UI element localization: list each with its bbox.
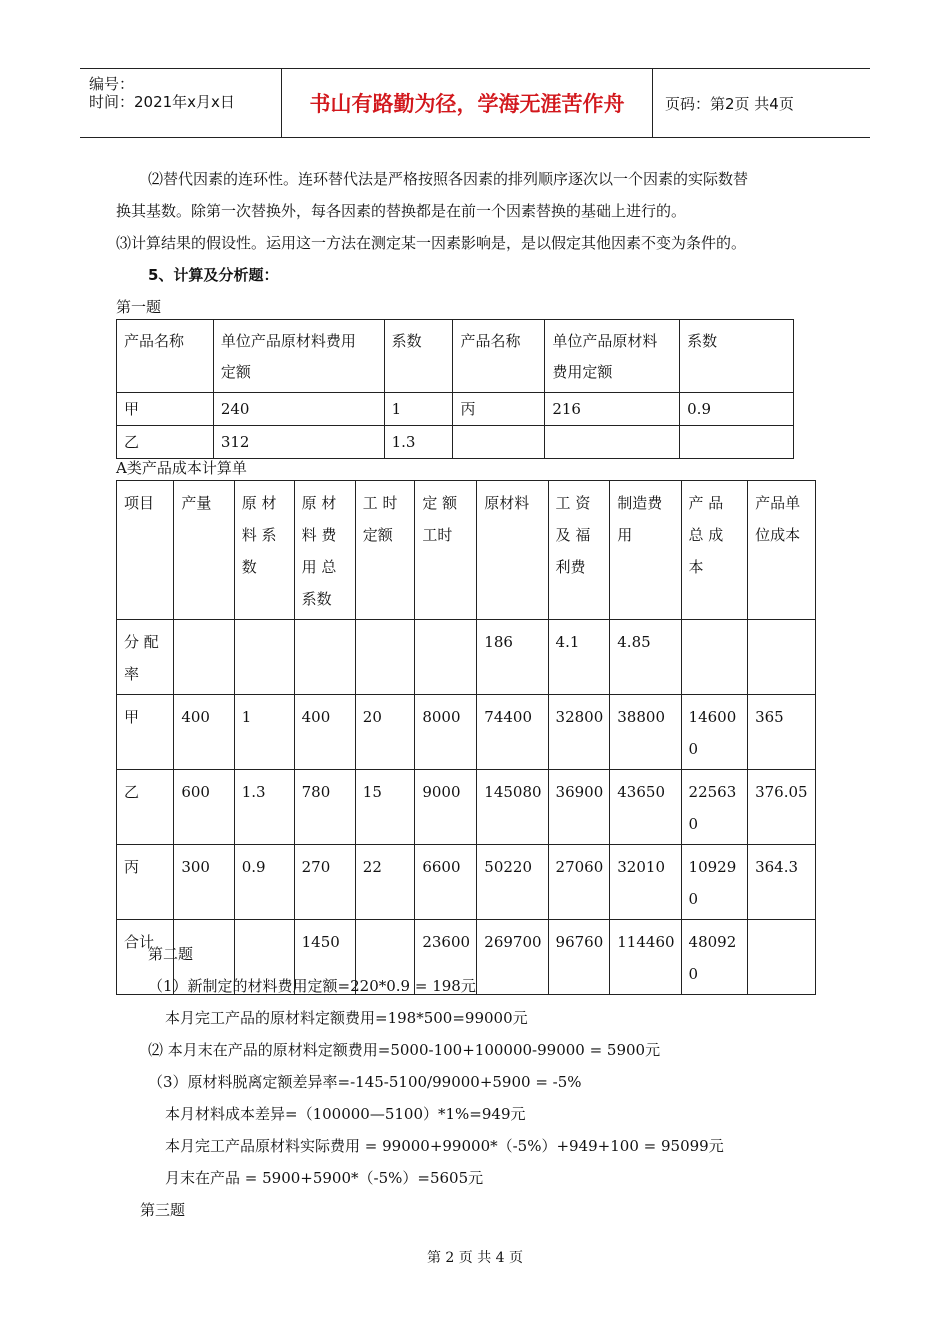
question-3-title: 第三题 [140,1201,186,1219]
table-cell [415,620,477,695]
table-cell: 364.3 [748,845,816,920]
table-cell: 38800 [610,695,681,770]
answer-line: ⑵ 本月末在产品的原材料定额费用=5000-100+100000-99000 = 5900元 [148,1041,661,1059]
answer-line: 本月完工产品原材料实际费用 = 99000+99000*（-5%）+949+100 = 95099元 [165,1137,724,1155]
table-row [117,426,794,459]
table-cell: 74400 [477,695,548,770]
table-cell: 15 [355,770,415,845]
code-label: 编号： [89,75,135,93]
table-cell: 1 [234,695,294,770]
table-cell: 23600 [415,920,477,995]
table-cell [355,620,415,695]
paragraph-line: ⑵替代因素的连环性。连环替代法是严格按照各因素的排列顺序逐次以一个因素的实际数替 [148,170,749,188]
table-cell: 145080 [477,770,548,845]
table-cell: 1 [384,393,453,426]
table-cell: 0.9 [234,845,294,920]
table-cell: 32010 [610,845,681,920]
table-cell: 1.3 [384,426,453,459]
table-header-cell: 定 额 工时 [415,481,477,620]
question-1-title: 第一题 [116,298,162,316]
table-header-cell: 系数 [384,320,453,393]
table-header-cell: 工 时 定额 [355,481,415,620]
table-cell: 300 [174,845,234,920]
table-cell [174,620,234,695]
table-header-cell: 制造费 用 [610,481,681,620]
date-label: 时间：2021年x月x日 [89,93,235,111]
table-cell: 50220 [477,845,548,920]
table-cell: 269700 [477,920,548,995]
section-heading: 5、计算及分析题： [148,266,279,284]
table-cell: 22563 0 [681,770,748,845]
table-header-cell: 原 材 料 系 数 [234,481,294,620]
table-cell: 丙 [117,845,174,920]
table-cell: 乙 [117,426,214,459]
page-number-label: 页码：第2页 共4页 [665,94,794,113]
table-header-cell: 产品名称 [453,320,545,393]
table-header-cell: 产品名称 [117,320,214,393]
table-cell: 96760 [548,920,610,995]
table-header-cell: 原材料 [477,481,548,620]
table-cell: 27060 [548,845,610,920]
table-cell: 4.1 [548,620,610,695]
table-header-cell: 产量 [174,481,234,620]
table-cell: 14600 0 [681,695,748,770]
table-cell: 22 [355,845,415,920]
table-cell [453,426,545,459]
table-cell: 48092 0 [681,920,748,995]
table-row [117,770,816,845]
table-cell: 600 [174,770,234,845]
table-cell: 0.9 [680,393,794,426]
paragraph-line: 换其基数。除第一次替换外，每各因素的替换都是在前一个因素替换的基础上进行的。 [116,202,687,220]
table-header-cell: 原 材 料 费 用 总 系数 [294,481,355,620]
table-cell: 1450 [294,920,355,995]
table-cell: 43650 [610,770,681,845]
table-cell [748,620,816,695]
paragraph-line: ⑶计算结果的假设性。运用这一方法在测定某一因素影响是，是以假定其他因素不变为条件的。 [116,234,747,252]
table-cell: 400 [174,695,234,770]
table-cell: 114460 [610,920,681,995]
coefficient-table [116,319,794,459]
table-header-cell: 系数 [680,320,794,393]
table-cell [680,426,794,459]
table-header-cell: 工 资 及 福 利费 [548,481,610,620]
table-cell: 240 [213,393,384,426]
table-header-cell: 产品单 位成本 [748,481,816,620]
table-cell: 乙 [117,770,174,845]
table-cell [234,620,294,695]
table-cell: 216 [545,393,680,426]
table-cell: 甲 [117,393,214,426]
table-row [117,845,816,920]
table-cell: 270 [294,845,355,920]
answer-line: 本月材料成本差异=（100000—5100）*1%=949元 [165,1105,526,1123]
header-slogan: 书山有路勤为径，学海无涯苦作舟 [282,69,653,137]
table-header-row [117,481,816,620]
table-cell: 10929 0 [681,845,748,920]
table-cell [294,620,355,695]
page-footer: 第 2 页 共 4 页 [426,1250,524,1266]
answer-line: （1）新制定的材料费用定额=220*0.9 = 198元 [148,977,476,995]
table-cell: 365 [748,695,816,770]
table-row [117,695,816,770]
table-cell: 20 [355,695,415,770]
table-cell: 合计 [117,920,174,995]
table-header-row [117,320,794,393]
table-header-cell: 单位产品原材料费用 定额 [213,320,384,393]
table-cell: 312 [213,426,384,459]
table-header-cell: 单位产品原材料 费用定额 [545,320,680,393]
answer-line: 本月完工产品的原材料定额费用=198*500=99000元 [165,1009,528,1027]
table-cell [681,620,748,695]
table-cell: 丙 [453,393,545,426]
page-header [80,68,870,138]
table-title: A类产品成本计算单 [116,459,247,477]
table-cell [748,920,816,995]
table-cell: 6600 [415,845,477,920]
table-cell: 400 [294,695,355,770]
table-cell: 32800 [548,695,610,770]
answer-line: 月末在产品 = 5900+5900*（-5%）=5605元 [165,1169,484,1187]
header-meta [80,69,282,137]
table-header-cell: 产 品 总 成 本 [681,481,748,620]
table-cell: 9000 [415,770,477,845]
table-cell: 分 配 率 [117,620,174,695]
table-cell: 36900 [548,770,610,845]
table-header-cell: 项目 [117,481,174,620]
table-cell: 376.05 [748,770,816,845]
table-cell [545,426,680,459]
table-cell: 186 [477,620,548,695]
cost-calculation-table [116,480,816,995]
question-2-title: 第二题 [148,945,194,963]
table-cell: 甲 [117,695,174,770]
table-cell: 4.85 [610,620,681,695]
answer-line: （3）原材料脱离定额差异率=-145-5100/99000+5900 = -5% [148,1073,582,1091]
table-cell: 780 [294,770,355,845]
table-cell: 8000 [415,695,477,770]
table-row [117,620,816,695]
table-cell: 1.3 [234,770,294,845]
table-row [117,393,794,426]
